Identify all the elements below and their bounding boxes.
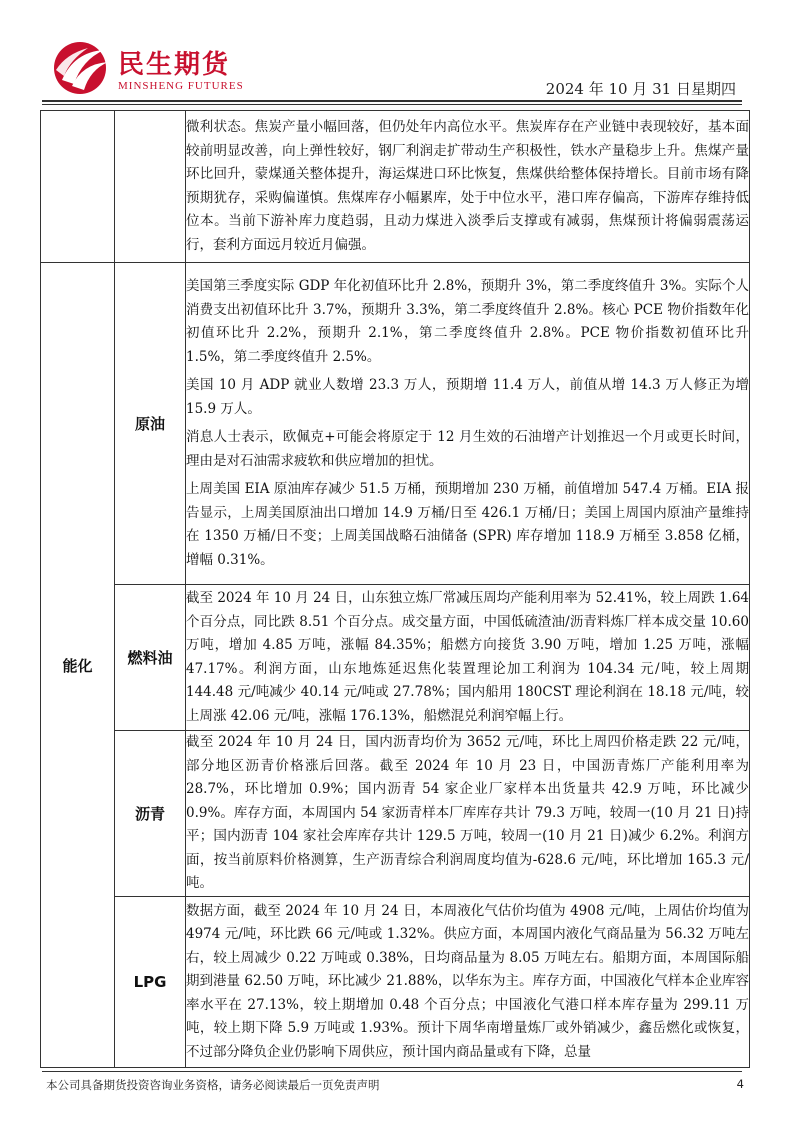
header-divider [42, 100, 742, 102]
crude-paragraph-eia: 上周美国 EIA 原油库存减少 51.5 万桶，预期增加 230 万桶，前值增加 547.4 万桶。EIA 报告显示，上周美国原油出口增加 14.9 万桶/日至 426.1 万桶/日；美国上周国内原油产量维持在 1350 万桶/日不变；上周美国战略石油储备 (SPR) 库存增加 118.9 万桶至 3.858 亿桶，增幅 0.31%。 [186, 481, 749, 568]
minsheng-logo-icon [52, 40, 112, 96]
table-row [41, 897, 750, 1068]
fuel-oil-paragraph: 截至 2024 年 10 月 24 日，山东独立炼厂常减压周均产能利用率为 52.41%，较上周跌 1.64 个百分点，同比跌 8.51 个百分点。成交量方面，中国低硫渣油/沥青料炼厂样本成交量 10.60 万吨，增加 4.85 万吨，涨幅 84.35%；船燃方向接货 3.90 万吨，增加 1.25 万吨，涨幅 47.17%。利润方面，山东地炼延迟焦化装置理论加工利润为 104.34 元/吨，较上周期 144.48 元/吨减少 40.14 元/吨或 27.78%；国内船用 180CST 理论利润在 18.18 元/吨，较上周涨 42.06 元/吨，涨幅 176.13%，船燃混兑利润窄幅上行。 [186, 590, 749, 724]
sector-label: 能化 [41, 263, 115, 1068]
commodity-cell-empty [115, 111, 186, 263]
commodity-label-crude: 原油 [115, 263, 186, 585]
report-date: 2024 年 10 月 31 日星期四 [545, 80, 736, 98]
crude-analysis-text [186, 263, 750, 585]
table-row [41, 585, 750, 731]
lpg-paragraph: 数据方面，截至 2024 年 10 月 24 日，本周液化气估价均值为 4908 元/吨，上周估价均值为 4974 元/吨，环比跌 66 元/吨或 1.32%。供应方面，本周国内液化气商品量为 56.32 万吨左右，较上周减少 0.22 万吨或 0.38%，日均商品量为 8.05 万吨左右。船期方面，本周国际船期到港量 62.50 万吨，环比减少 21.88%，以华东为主。库存方面，中国液化气样本企业库容率水平在 27.13%，较上期增加 0.48 个百分点；中国液化气港口样本库存量为 299.11 万吨，较上期下降 5.9 万吨或 1.93%。预计下周华南增量炼厂或外销减少，鑫岳燃化或恢复，不过部分降负企业仍影响下周供应，预计国内商品量或有下降，总量 [186, 902, 749, 1060]
table-row [41, 111, 750, 263]
coal-paragraph: 微利状态。焦炭产量小幅回落，但仍处年内高位水平。焦炭库存在产业链中表现较好，基本面较前明显改善，向上弹性较好，钢厂利润走扩带动生产积极性，铁水产量稳步上升。焦煤产量环比回升，蒙煤通关整体提升，海运煤进口环比恢复，焦煤供给整体保持增长。目前市场有降预期犹存，采购偏谨慎。焦煤库存小幅累库，处于中位水平，港口库存偏高，下游库存维持低位本。当前下游补库力度趋弱，且动力煤进入淡季后支撑或有减弱，焦煤预计将偏弱震荡运行，套利方面远月较近月偏强。 [186, 119, 749, 253]
crude-paragraph-opec: 消息人士表示，欧佩克+可能会将原定于 12 月生效的石油增产计划推迟一个月或更长时间，理由是对石油需求疲软和供应增加的担忧。 [186, 429, 749, 469]
table-row [41, 263, 750, 585]
commodity-label-fuel-oil: 燃料油 [115, 585, 186, 731]
fuel-oil-analysis-text [186, 585, 750, 731]
asphalt-analysis-text [186, 731, 750, 897]
crude-paragraph-gdp: 美国第三季度实际 GDP 年化初值环比升 2.8%，预期升 3%，第二季度终值升 3%。实际个人消费支出初值环比升 3.7%，预期升 3.3%，第二季度终值升 2.8%。核心 PCE 物价指数年化初值环比升 2.2%，预期升 2.1%，第二季度终值升 2.8%。PCE 物价指数初值环比升 1.5%，第二季度终值升 2.5%。 [186, 278, 749, 365]
lpg-analysis-text [186, 897, 750, 1068]
sector-cell-empty [41, 111, 115, 263]
table-row [41, 731, 750, 897]
commodity-table [40, 110, 750, 1068]
commodity-label-lpg: LPG [115, 897, 186, 1068]
crude-paragraph-adp: 美国 10 月 ADP 就业人数增 23.3 万人，预期增 11.4 万人，前值从增 14.3 万人修正为增 15.9 万人。 [186, 377, 749, 417]
brand-name-cn: 民生期货 [118, 50, 231, 80]
commodity-label-asphalt: 沥青 [115, 731, 186, 897]
asphalt-paragraph: 截至 2024 年 10 月 24 日，国内沥青均价为 3652 元/吨，环比上周四价格走跌 22 元/吨，部分地区沥青价格涨后回落。截至 2024 年 10 月 23 日，中国沥青炼厂产能利用率为 28.7%，环比增加 0.9%；国内沥青 54 家企业厂家样本出货量共 42.9 万吨，环比减少 0.9%。库存方面，本周国内 54 家沥青样本厂库库存共计 79.3 万吨，较周一(10 月 21 日)持平；国内沥青 104 家社会库库存共计 129.5 万吨，较周一(10 月 21 日)减少 6.2%。利润方面，按当前原料价格测算，生产沥青综合利润周度均值为-628.6 元/吨，环比增加 165.3 元/吨。 [186, 734, 749, 892]
footer-divider [42, 1071, 742, 1072]
footer-disclaimer: 本公司具备期货投资咨询业务资格，请务必阅读最后一页免责声明 [46, 1078, 380, 1092]
header-divider-thin [42, 104, 742, 105]
coal-analysis-text [186, 111, 750, 263]
brand-name-en: MINSHENG FUTURES [118, 80, 244, 92]
page-number: 4 [736, 1077, 744, 1091]
